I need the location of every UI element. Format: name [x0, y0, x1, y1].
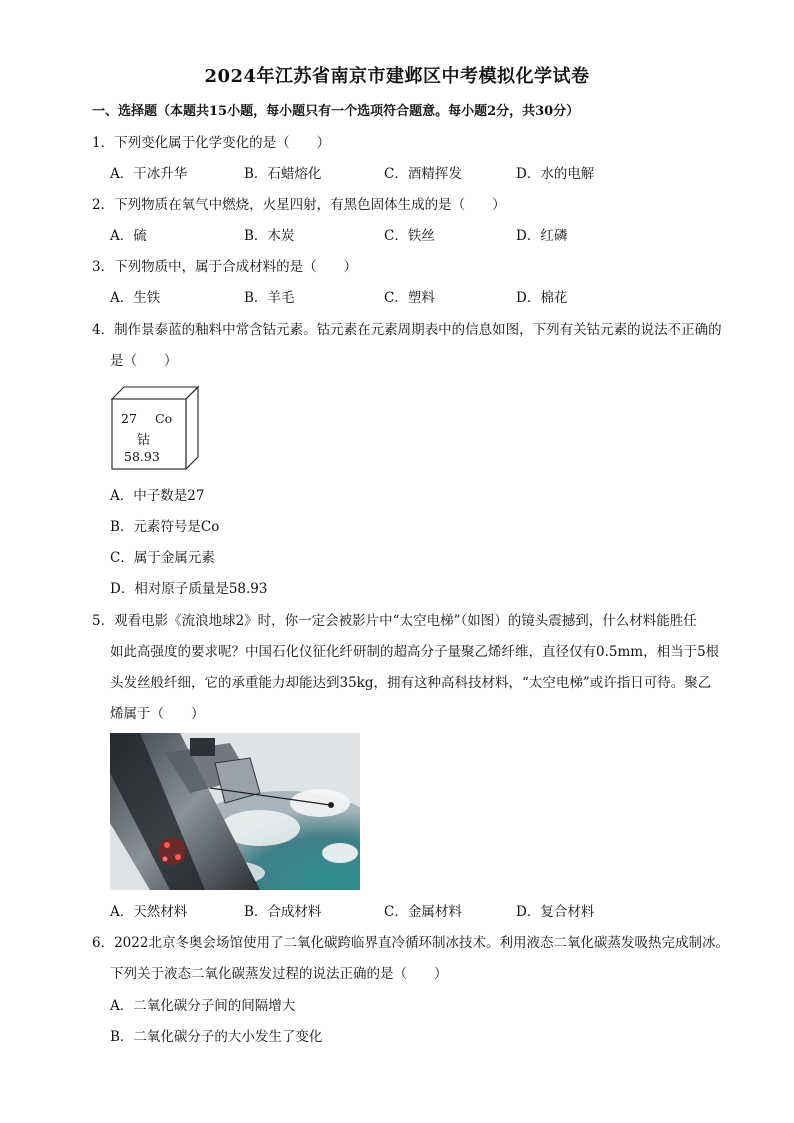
question-6-stem-line2: 下列关于液态二氧化碳蒸发过程的说法正确的是（ ）: [110, 966, 448, 982]
space-elevator-illustration: [110, 733, 360, 890]
question-3-option-b: B．羊毛: [244, 290, 295, 306]
question-2-stem: 2．下列物质在氧气中燃烧，火星四射，有黑色固体生成的是（ ）: [92, 197, 506, 213]
question-1-option-a: A．干冰升华: [110, 166, 188, 182]
question-1-stem: 1．下列变化属于化学变化的是（ ）: [92, 135, 331, 151]
question-2-option-a: A．硫: [110, 228, 147, 244]
question-4-option-d: D．相对原子质量是58.93: [110, 581, 268, 597]
question-6-option-b: B．二氧化碳分子的大小发生了变化: [110, 1029, 323, 1045]
question-5-option-a: A．天然材料: [110, 904, 188, 920]
question-3-stem: 3．下列物质中，属于合成材料的是（ ）: [92, 259, 358, 275]
question-5-stem-line4: 烯属于（ ）: [110, 706, 205, 722]
question-1-option-d: D．水的电解: [516, 166, 595, 182]
question-4-stem-line2: 是（ ）: [110, 353, 178, 369]
question-5-option-c: C．金属材料: [384, 904, 462, 920]
question-1-option-c: C．酒精挥发: [384, 166, 462, 182]
element-atomic-mass: 58.93: [124, 449, 160, 464]
space-elevator-image: [110, 733, 360, 890]
question-6-option-a: A．二氧化碳分子间的间隔增大: [110, 998, 296, 1014]
element-cell-figure: [110, 385, 200, 471]
question-6-stem-line1: 6．2022北京冬奥会场馆使用了二氧化碳跨临界直冷循环制冰技术。利用液态二氧化碳蒸发吸热完成制冰。: [92, 935, 729, 951]
section-heading: 一、选择题（本题共15小题，每小题只有一个选项符合题意。每小题2分，共30分）: [92, 104, 580, 119]
question-5-option-b: B．合成材料: [244, 904, 322, 920]
question-5-stem-line1: 5．观看电影《流浪地球2》时，你一定会被影片中“太空电梯”（如图）的镜头震撼到，什么材料能胜任: [92, 613, 697, 629]
element-symbol: Co: [155, 411, 173, 426]
question-4-option-c: C．属于金属元素: [110, 550, 215, 566]
question-2-option-b: B．木炭: [244, 228, 295, 244]
question-2-option-c: C．铁丝: [384, 228, 435, 244]
question-5-option-d: D．复合材料: [516, 904, 595, 920]
question-4-stem-line1: 4．制作景泰蓝的釉料中常含钴元素。钴元素在元素周期表中的信息如图，下列有关钴元素的说法不正确的: [92, 322, 722, 338]
question-5-stem-line2: 如此高强度的要求呢？中国石化仪征化纤研制的超高分子量聚乙烯纤维，直径仅有0.5mm，相当于5根: [110, 644, 720, 660]
page-title: 2024年江苏省南京市建邺区中考模拟化学试卷: [204, 66, 590, 87]
question-2-option-d: D．红磷: [516, 228, 568, 244]
element-atomic-number: 27: [121, 411, 137, 426]
question-1-option-b: B．石蜡熔化: [244, 166, 322, 182]
question-4-option-a: A．中子数是27: [110, 488, 205, 504]
question-3-option-d: D．棉花: [516, 290, 568, 306]
element-name: 钴: [137, 433, 151, 448]
question-3-option-a: A．生铁: [110, 290, 161, 306]
question-5-stem-line3: 头发丝般纤细，它的承重能力却能达到35kg，拥有这种高科技材料，“太空电梯”或许指日可待。聚乙: [110, 675, 712, 691]
question-3-option-c: C．塑料: [384, 290, 435, 306]
question-4-option-b: B．元素符号是Co: [110, 519, 220, 535]
